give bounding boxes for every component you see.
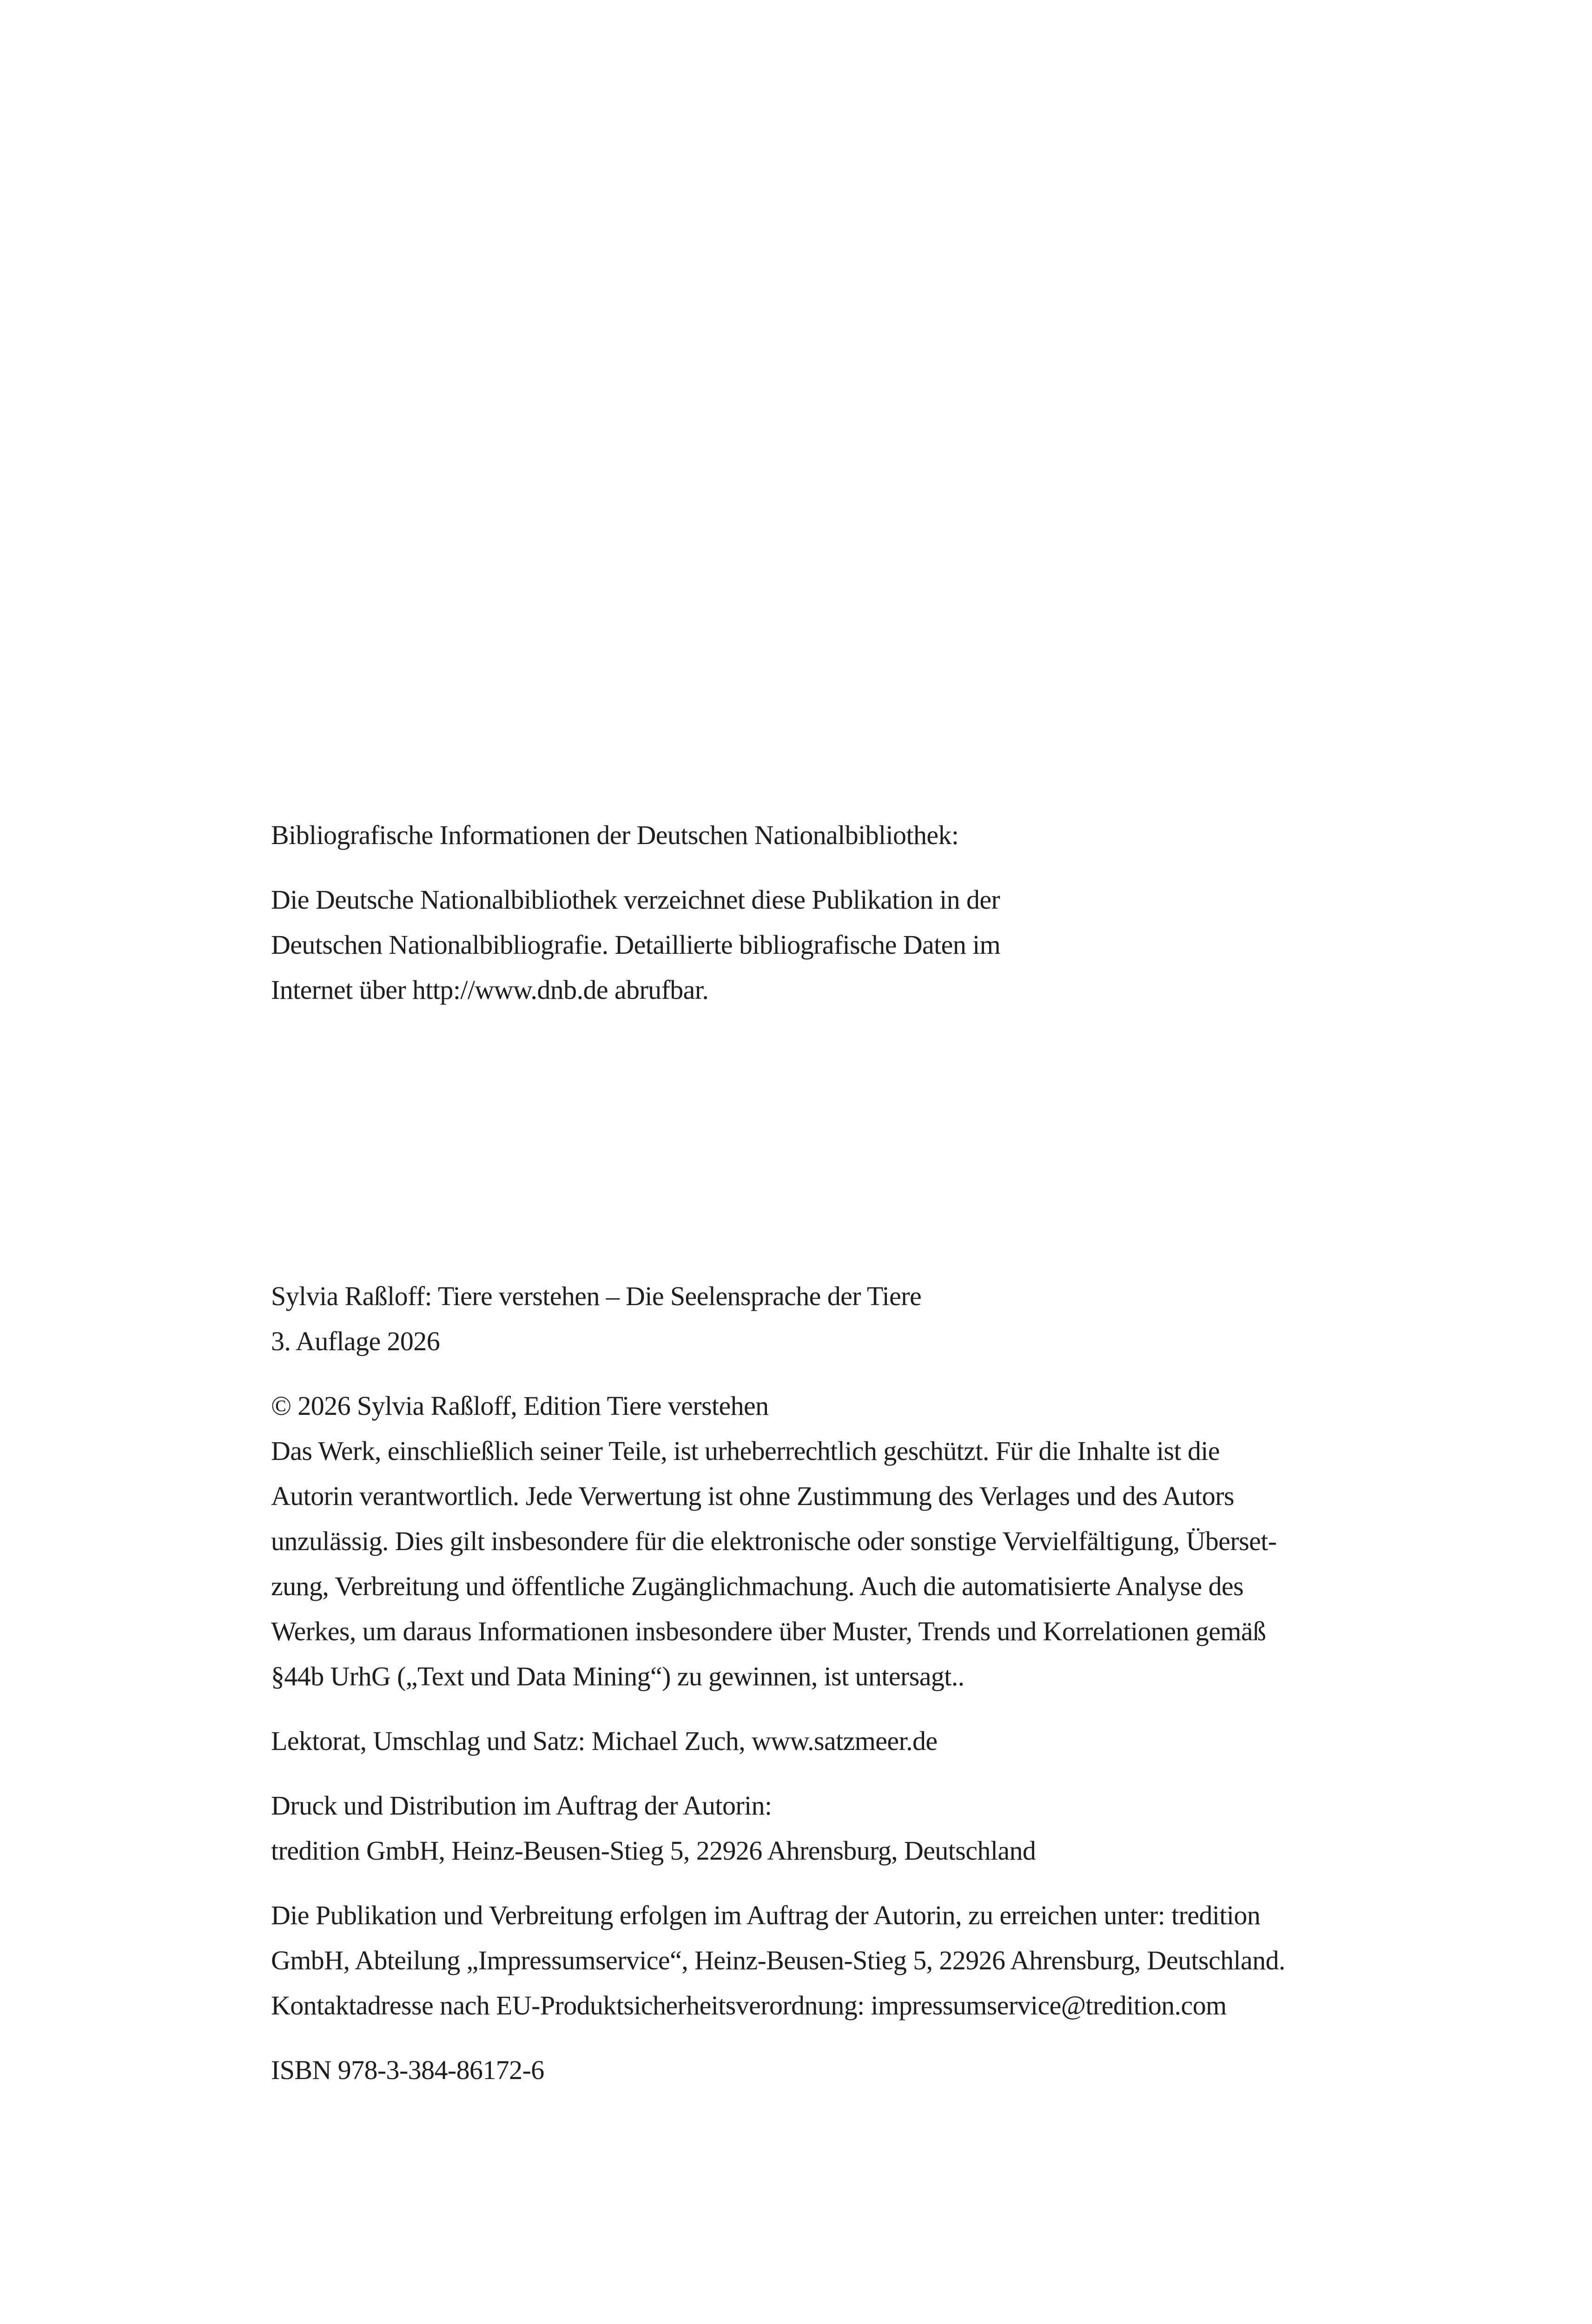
- paragraph-gap: [271, 858, 1349, 877]
- bibliographic-info: [271, 812, 1349, 1012]
- paragraph-gap: [271, 1699, 1349, 1718]
- copyright-text-line: Das Werk, einschließlich seiner Teile, ist urheberrechtlich geschützt. Für die Inhalte ist die: [271, 1436, 1220, 1466]
- editing-credits-line: Lektorat, Umschlag und Satz: Michael Zuch, www.satzmeer.de: [271, 1726, 938, 1756]
- paragraph-gap: [271, 2028, 1349, 2047]
- bibliographic-line: Deutschen Nationalbibliografie. Detaillierte bibliografische Daten im: [271, 930, 1001, 960]
- paragraph-gap: [271, 1364, 1349, 1383]
- edition-line: 3. Auflage 2026: [271, 1326, 440, 1356]
- imprint-section: [271, 1274, 1349, 2093]
- publication-contact-line: GmbH, Abteilung „Impressumservice“, Heinz-Beusen-Stieg 5, 22926 Ahrensburg, Deutschland.: [271, 1945, 1285, 1975]
- copyright-text-line: Autorin verantwortlich. Jede Verwertung ist ohne Zustimmung des Verlages und des Autors: [271, 1481, 1234, 1511]
- print-distribution-line: tredition GmbH, Heinz-Beusen-Stieg 5, 22926 Ahrensburg, Deutschland: [271, 1835, 1036, 1866]
- publication-contact-line: Kontaktadresse nach EU-Produktsicherheitsverordnung: impressumservice@tredition.com: [271, 1990, 1227, 2020]
- isbn-line: ISBN 978-3-384-86172-6: [271, 2055, 544, 2085]
- paragraph-gap: [271, 1873, 1349, 1893]
- bibliographic-line: Die Deutsche Nationalbibliothek verzeichnet diese Publikation in der: [271, 885, 1000, 915]
- copyright-text-line: Werkes, um daraus Informationen insbesondere über Muster, Trends und Korrelationen gemäß: [271, 1616, 1266, 1646]
- bibliographic-heading: Bibliografische Informationen der Deutschen Nationalbibliothek:: [271, 820, 959, 850]
- copyright-text-line: §44b UrhG („Text und Data Mining“) zu gewinnen, ist untersagt..: [271, 1661, 964, 1691]
- copyright-line: © 2026 Sylvia Raßloff, Edition Tiere verstehen: [271, 1391, 769, 1421]
- print-distribution-line: Druck und Distribution im Auftrag der Autorin:: [271, 1790, 772, 1821]
- paragraph-gap: [271, 1763, 1349, 1783]
- book-title-line: Sylvia Raßloff: Tiere verstehen – Die Seelensprache der Tiere: [271, 1281, 922, 1311]
- copyright-text-line: unzulässig. Dies gilt insbesondere für die elektronische oder sonstige Vervielfältigung, Überset-: [271, 1526, 1277, 1556]
- publication-contact-line: Die Publikation und Verbreitung erfolgen im Auftrag der Autorin, zu erreichen unter: tredition: [271, 1900, 1261, 1930]
- copyright-text-line: zung, Verbreitung und öffentliche Zugänglichmachung. Auch die automatisierte Analyse des: [271, 1571, 1244, 1601]
- bibliographic-line: Internet über http://www.dnb.de abrufbar.: [271, 975, 709, 1005]
